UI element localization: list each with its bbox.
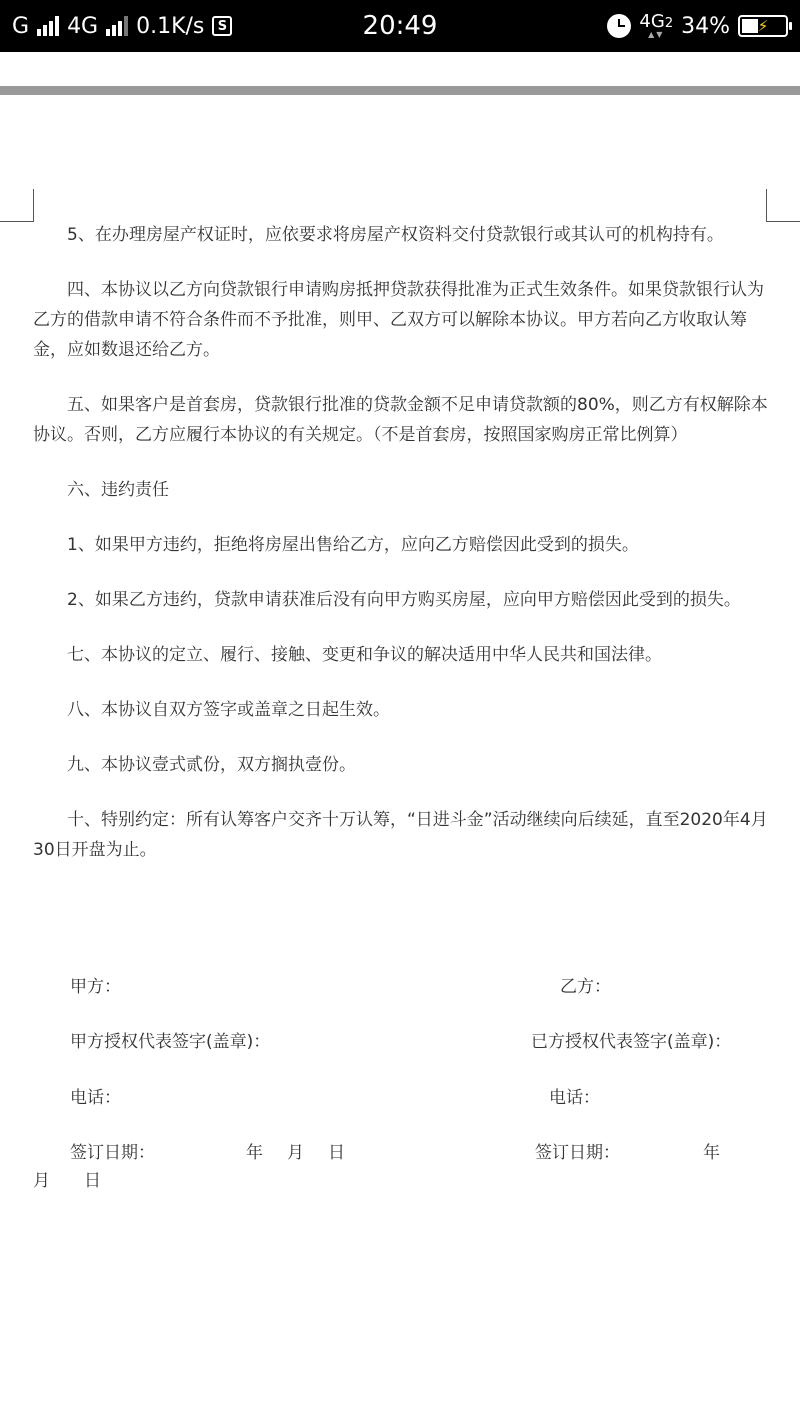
status-bar <box>0 0 800 52</box>
network-label: 4G <box>67 13 99 39</box>
rep-a-label: 甲方授权代表签字(盖章)： <box>70 1032 271 1052</box>
date-a-month: 月 <box>287 1143 304 1163</box>
phone-a-label: 电话： <box>70 1088 121 1108</box>
speed-label: 0.1K/s <box>136 13 205 39</box>
party-b-label: 乙方： <box>560 977 611 997</box>
date-a-year: 年 <box>246 1143 263 1163</box>
status-right <box>607 0 788 52</box>
rep-b-label: 已方授权代表签字(盖章)： <box>531 1032 732 1052</box>
battery-percent: 34% <box>681 13 730 39</box>
paragraph: 七、本协议的定立、履行、接触、变更和争议的解决适用中华人民共和国法律。 <box>67 645 662 665</box>
network-4g-icon: 4G2 ▲▼ <box>639 11 674 39</box>
page-corner-mark-right <box>766 189 800 222</box>
date-b-label: 签订日期： <box>535 1143 620 1163</box>
document-body <box>33 220 768 890</box>
paragraph: 2、如果乙方违约，贷款申请获准后没有向甲方购买房屋，应向甲方赔偿因此受到的损失。 <box>67 590 741 610</box>
toolbar-divider <box>0 86 800 95</box>
page-corner-mark-left <box>0 189 34 222</box>
party-a-label: 甲方： <box>70 977 121 997</box>
date-b-month: 月 <box>33 1171 50 1191</box>
paragraph: 四、本协议以乙方向贷款银行申请购房抵押贷款获得批准为正式生效条件。如果贷款银行认为乙方的借款申请不符合条件而不予批准，则甲、乙双方可以解除本协议。甲方若向乙方收取认筹金，应如数退还给乙方。 <box>33 280 764 360</box>
paragraph: 十、特别约定：所有认筹客户交齐十万认筹，“日进斗金”活动继续向后续延，直至2020年4月30日开盘为止。 <box>33 810 768 860</box>
date-a-day: 日 <box>328 1143 345 1163</box>
s-app-icon: S <box>212 16 232 36</box>
date-b-year: 年 <box>703 1143 720 1163</box>
paragraph: 八、本协议自双方签字或盖章之日起生效。 <box>67 700 390 720</box>
phone-b-label: 电话： <box>549 1088 600 1108</box>
battery-charging-icon: ⚡ <box>738 15 788 37</box>
paragraph: 5、在办理房屋产权证时，应依要求将房屋产权资料交付贷款银行或其认可的机构持有。 <box>67 225 724 245</box>
date-a-label: 签订日期： <box>70 1143 155 1163</box>
carrier-label: G <box>12 13 30 39</box>
paragraph: 九、本协议壹式贰份，双方搁执壹份。 <box>67 755 356 775</box>
paragraph: 1、如果甲方违约，拒绝将房屋出售给乙方，应向乙方赔偿因此受到的损失。 <box>67 535 639 555</box>
section-heading: 六、违约责任 <box>67 480 169 500</box>
alarm-icon <box>607 14 631 38</box>
paragraph: 五、如果客户是首套房，贷款银行批准的贷款金额不足申请贷款额的80%，则乙方有权解除本协议。否则，乙方应履行本协议的有关规定。（不是首套房，按照国家购房正常比例算） <box>33 395 768 445</box>
date-b-day: 日 <box>84 1171 101 1191</box>
clock: 20:49 <box>362 11 438 41</box>
